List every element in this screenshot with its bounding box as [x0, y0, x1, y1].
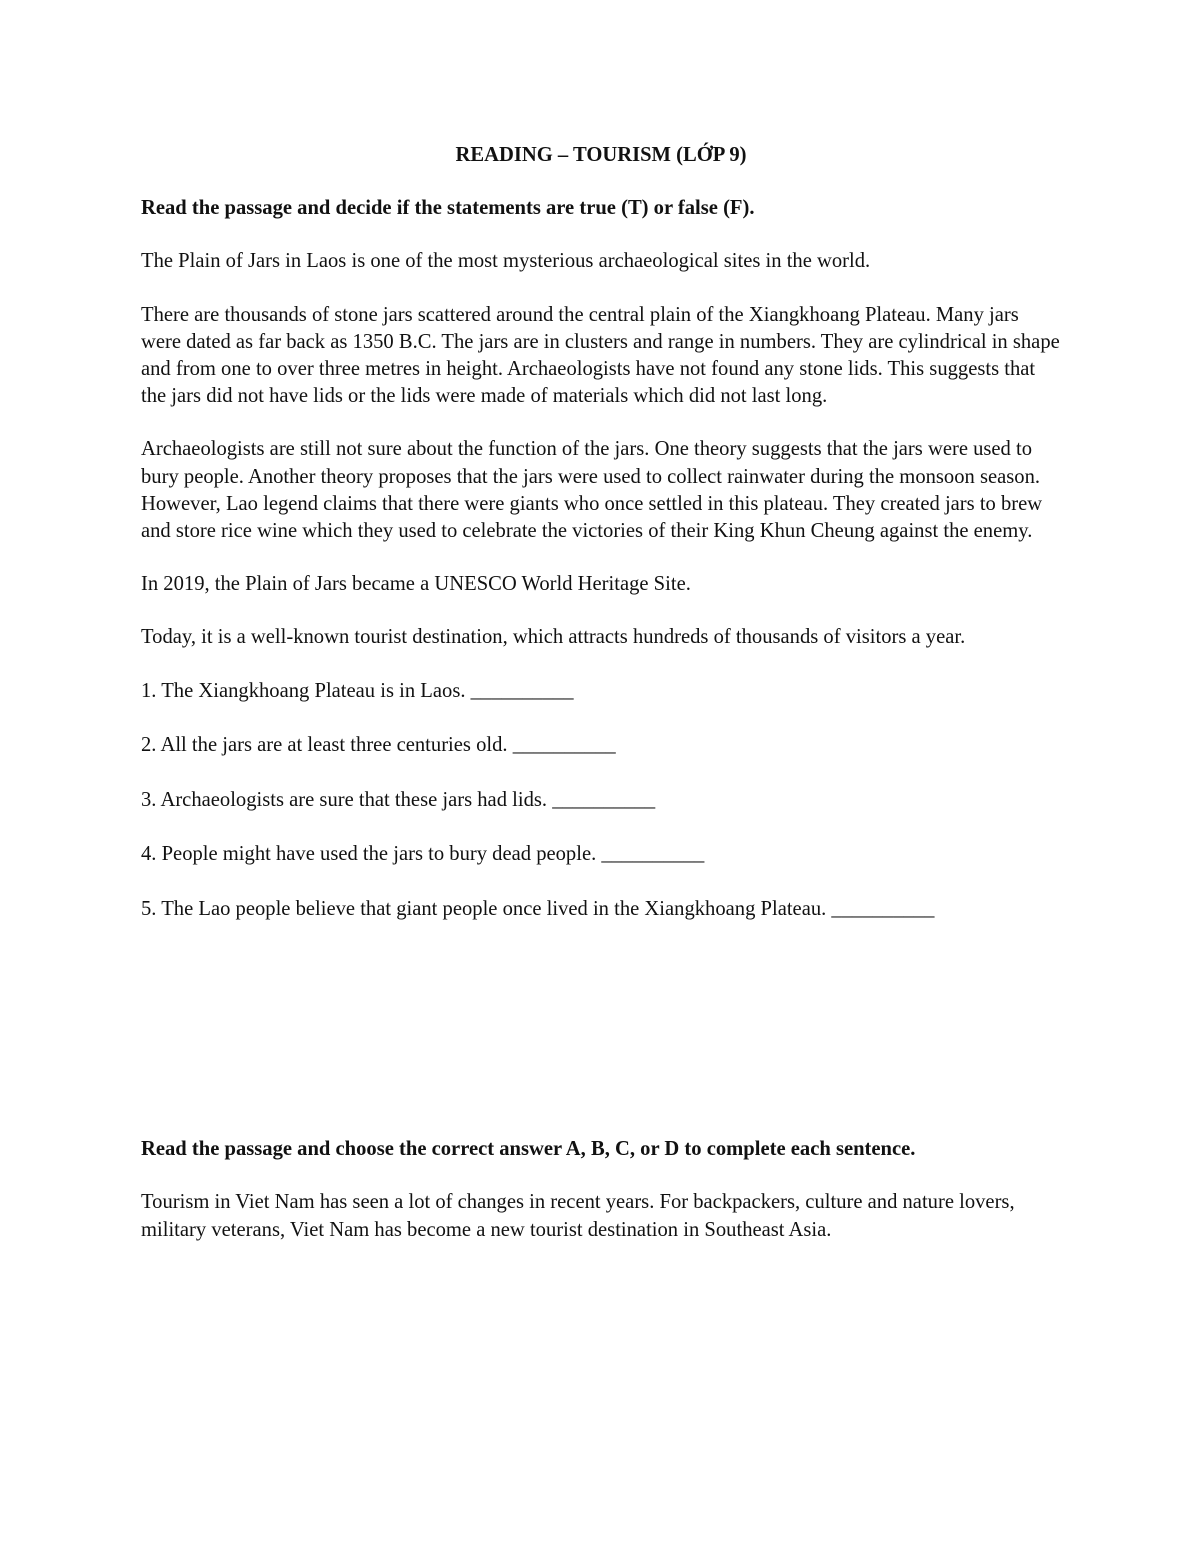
section1-instruction: Read the passage and decide if the statements are true (T) or false (F).	[141, 197, 755, 220]
question-1: 1. The Xiangkhoang Plateau is in Laos. __________	[141, 679, 574, 702]
document-page	[141, 142, 1061, 1270]
question-5: 5. The Lao people believe that giant people once lived in the Xiangkhoang Plateau. __________	[141, 897, 935, 920]
passage1-paragraph-1: The Plain of Jars in Laos is one of the most mysterious archaeological sites in the world.	[141, 250, 871, 273]
question-2: 2. All the jars are at least three centuries old. __________	[141, 734, 616, 757]
passage1-paragraph-2: There are thousands of stone jars scattered around the central plain of the Xiangkhoang Plateau. Many jars were dated as far back as 1350 B.C. The jars are in clusters and range in numbers. They are cylindrical in shape and from one to over three metres in height. Archaeologists have not found any stone lids. This suggests that the jars did not have lids or the lids were made of materials which did not last long.	[141, 303, 1060, 408]
question-3: 3. Archaeologists are sure that these jars had lids. __________	[141, 788, 656, 811]
spacer	[141, 950, 1061, 1136]
question-4: 4. People might have used the jars to bury dead people. __________	[141, 843, 705, 866]
page-title: READING – TOURISM (LỚP 9)	[455, 144, 747, 166]
passage2-paragraph-1: Tourism in Viet Nam has seen a lot of changes in recent years. For backpackers, culture and nature lovers, military veterans, Viet Nam has become a new tourist destination in Southeast Asia.	[141, 1191, 1015, 1241]
passage1-paragraph-4: In 2019, the Plain of Jars became a UNESCO World Heritage Site.	[141, 573, 691, 596]
passage1-paragraph-3: Archaeologists are still not sure about the function of the jars. One theory suggests that the jars were used to bury people. Another theory proposes that the jars were used to collect rainwater during the monsoon season. However, Lao legend claims that there were giants who once settled in this plateau. They created jars to brew and store rice wine which they used to celebrate the victories of their King Khun Cheung against the enemy.	[141, 438, 1043, 543]
section2-instruction: Read the passage and choose the correct answer A, B, C, or D to complete each sentence.	[141, 1138, 916, 1161]
passage1-paragraph-5: Today, it is a well-known tourist destination, which attracts hundreds of thousands of visitors a year.	[141, 626, 966, 649]
